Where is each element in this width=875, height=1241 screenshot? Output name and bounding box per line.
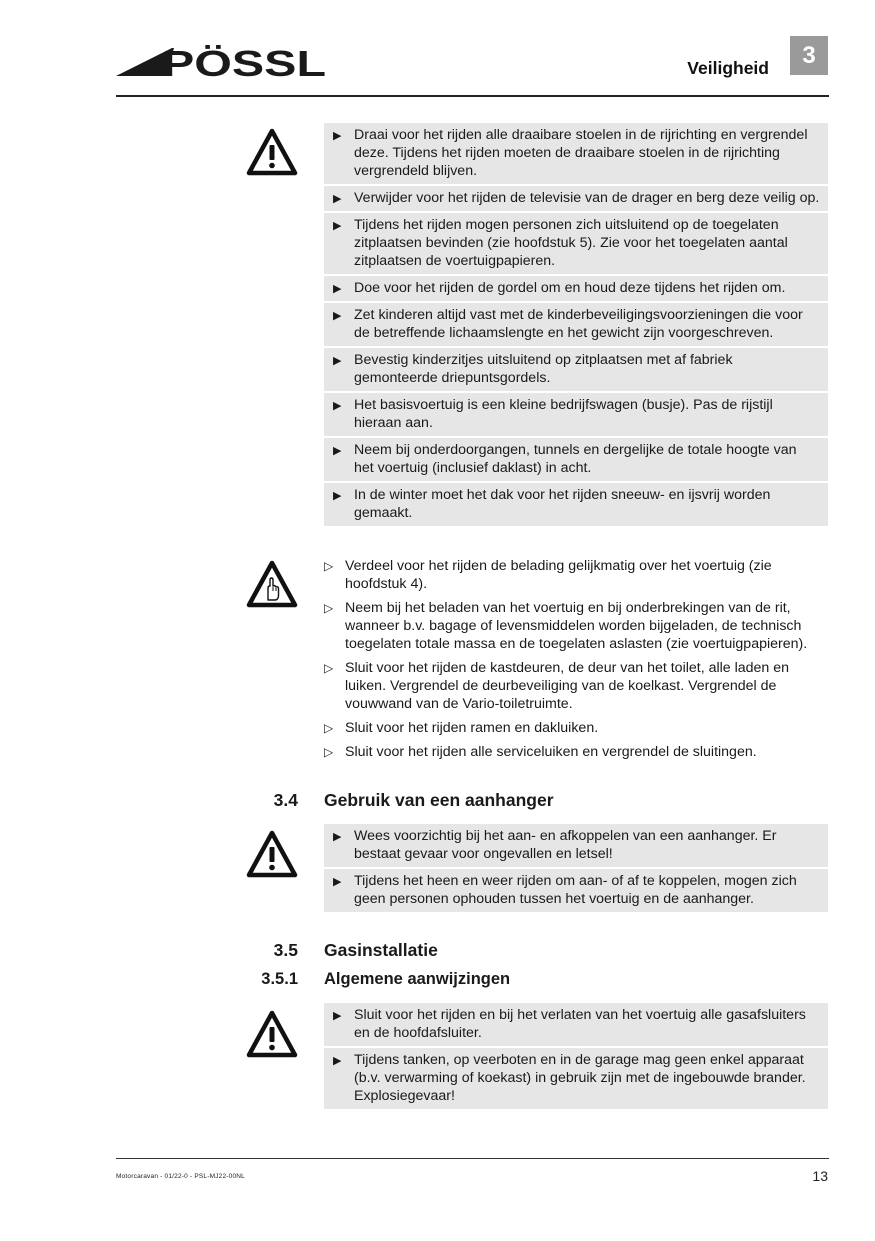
chapter-number-badge: 3 (790, 36, 828, 75)
list-item: ▶ Het basisvoertuig is een kleine bedrijfswagen (busje). Pas de rijstijl hieraan aan. (324, 393, 828, 436)
section-number: 3.4 (273, 790, 298, 810)
note-list-loading (324, 557, 830, 767)
list-item: ▷ Sluit voor het rijden de kastdeuren, de deur van het toilet, alle laden en luiken. Vergrendel de deurbeveiliging van de koelkast. Vergrendel de vouwwand van de Vario-toiletruimte. (324, 660, 790, 712)
warning-list-gas (324, 1003, 828, 1109)
bullet-triangle-icon: ▷ (324, 721, 334, 735)
footer-divider (116, 1158, 829, 1159)
bullet-arrow-icon: ▶ (333, 1055, 342, 1067)
warning-list-driving (324, 123, 828, 526)
list-item: ▶ Doe voor het rijden de gordel om en houd deze tijdens het rijden om. (324, 276, 828, 301)
svg-text:PÖSSL: PÖSSL (162, 44, 326, 80)
bullet-arrow-icon: ▶ (333, 130, 342, 142)
bullet-arrow-icon: ▶ (333, 490, 342, 502)
list-item: ▶ Tijdens het heen en weer rijden om aan- of af te koppelen, mogen zich geen personen ophouden tussen het voertuig en de aanhanger. (324, 869, 828, 912)
list-item: ▶ Neem bij onderdoorgangen, tunnels en dergelijke de totale hoogte van het voertuig (inclusief daklast) in acht. (324, 438, 828, 481)
list-item: ▶ Draai voor het rijden alle draaibare stoelen in de rijrichting en vergrendel deze. Tijdens het rijden moeten de draaibare stoelen in de rijrichting vergrendeld blijven. (324, 123, 828, 184)
warning-triangle-icon (246, 128, 298, 176)
section-heading: Gasinstallatie (324, 940, 438, 960)
list-item: ▶ Tijdens tanken, op veerboten en in de garage mag geen enkel apparaat (b.v. verwarming of koekast) in gebruik zijn met de ingebouwde brander. Explosiegevaar! (324, 1048, 828, 1109)
bullet-arrow-icon: ▶ (333, 193, 342, 205)
bullet-arrow-icon: ▶ (333, 220, 342, 232)
section-number: 3.5 (273, 940, 298, 960)
list-item: ▷ Sluit voor het rijden ramen en dakluiken. (324, 720, 599, 736)
section-title: Veiligheid (687, 58, 769, 78)
section-heading: Gebruik van een aanhanger (324, 790, 554, 810)
list-item: ▶ Wees voorzichtig bij het aan- en afkoppelen van een aanhanger. Er bestaat gevaar voor ongevallen en letsel! (324, 824, 828, 867)
list-item: ▶ Bevestig kinderzitjes uitsluitend op zitplaatsen met af fabriek gemonteerde driepuntsgordels. (324, 348, 828, 391)
list-item: ▶ In de winter moet het dak voor het rijden sneeuw- en ijsvrij worden gemaakt. (324, 483, 828, 526)
possl-logo (116, 44, 328, 80)
bullet-arrow-icon: ▶ (333, 445, 342, 457)
list-item: ▷ Sluit voor het rijden alle serviceluiken en vergrendel de sluitingen. (324, 744, 757, 760)
bullet-triangle-icon: ▷ (324, 745, 334, 759)
bullet-arrow-icon: ▶ (333, 310, 342, 322)
bullet-arrow-icon: ▶ (333, 1010, 342, 1022)
page-number: 13 (812, 1168, 828, 1184)
subsection-number: 3.5.1 (261, 970, 298, 988)
bullet-triangle-icon: ▷ (324, 601, 334, 615)
hand-pointer-triangle-icon (246, 560, 298, 608)
subsection-heading: Algemene aanwijzingen (324, 970, 511, 988)
warning-triangle-icon (246, 1010, 298, 1058)
header-divider (116, 95, 829, 97)
list-item: ▶ Sluit voor het rijden en bij het verlaten van het voertuig alle gasafsluiters en de hoofdafsluiter. (324, 1003, 828, 1046)
list-item: ▷ Neem bij het beladen van het voertuig en bij onderbrekingen van de rit, wanneer b.v. bagage of levensmiddelen worden bijgeladen, de technisch toegelaten totale massa en de toegelaten aslasten (zie voertuigpapieren). (324, 600, 808, 652)
bullet-arrow-icon: ▶ (333, 283, 342, 295)
warning-list-trailer (324, 824, 828, 912)
bullet-triangle-icon: ▷ (324, 661, 334, 675)
bullet-arrow-icon: ▶ (333, 831, 342, 843)
list-item: ▷ Verdeel voor het rijden de belading gelijkmatig over het voertuig (zie hoofdstuk 4). (324, 558, 772, 592)
footer-document-code: Motorcaravan - 01/22-0 - PSL-MJ22-00NL (116, 1173, 245, 1180)
list-item: ▶ Zet kinderen altijd vast met de kinderbeveiligingsvoorzieningen die voor de betreffende lichaamslengte en het gewicht zijn voorgeschreven. (324, 303, 828, 346)
warning-triangle-icon (246, 830, 298, 878)
bullet-triangle-icon: ▷ (324, 559, 334, 573)
list-item: ▶ Tijdens het rijden mogen personen zich uitsluitend op de toegelaten zitplaatsen bevinden (zie hoofdstuk 5). Zie voor het toegelaten aantal zitplaatsen de voertuigpapieren. (324, 213, 828, 274)
bullet-arrow-icon: ▶ (333, 355, 342, 367)
list-item: ▶ Verwijder voor het rijden de televisie van de drager en berg deze veilig op. (324, 186, 828, 211)
bullet-arrow-icon: ▶ (333, 876, 342, 888)
bullet-arrow-icon: ▶ (333, 400, 342, 412)
